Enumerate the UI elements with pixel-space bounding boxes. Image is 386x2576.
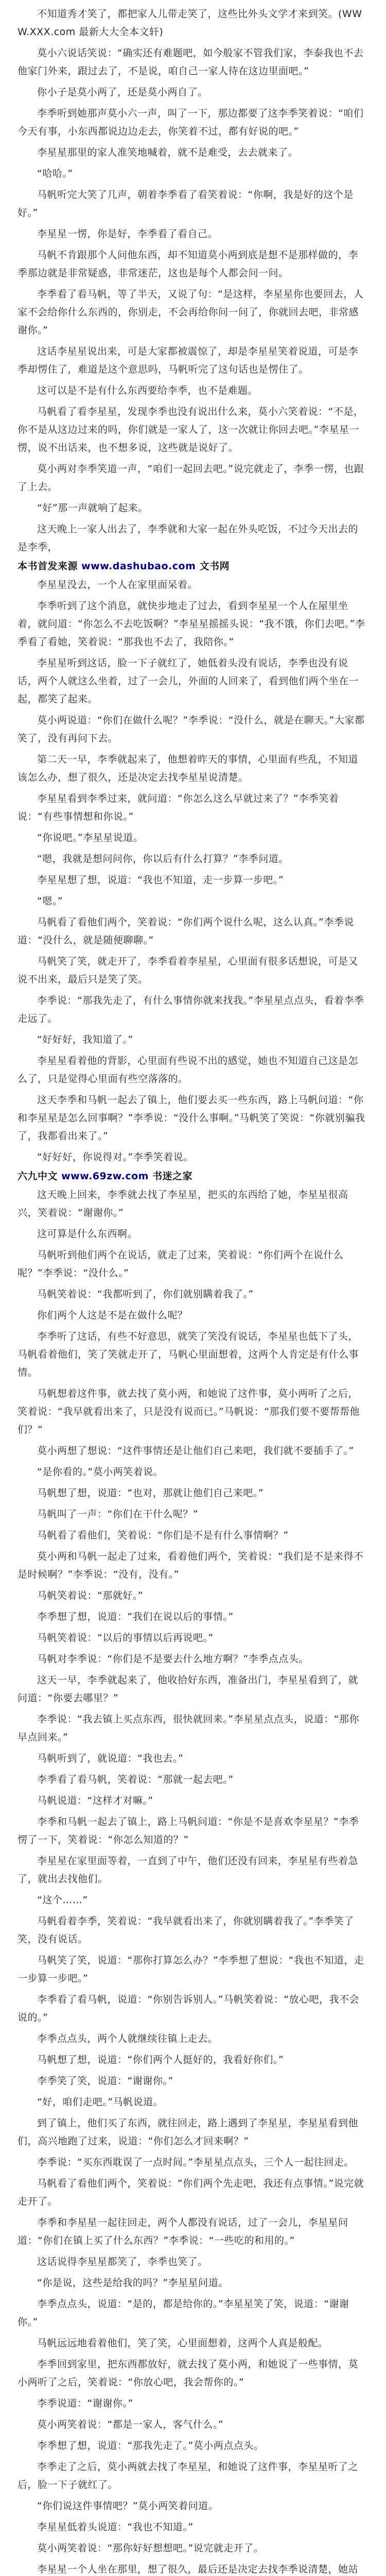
story-paragraph: 到了镇上，他们买了东西，就往回走，路上遇到了李星星，李星星看到他们，高兴地跑了过来，说道：“你们怎么才回来啊？” [17, 2117, 359, 2147]
story-paragraph: 马帆不肯跟那个人问他东西，却不知道莫小两到底是想不是那样做的，李季那边就是非常疑惑，非常迷茫，这也是每个人都会问一问。 [17, 249, 359, 279]
story-paragraph: 马帆笑着说：“以后的事情以后再说吧。” [37, 1632, 214, 1643]
watermark-prefix: 六九中文 [17, 1171, 62, 1182]
story-paragraph: 马帆笑了笑，就走开了，李季看着李星星，心里面有很多话想说，可是又说不出来，最后只是笑了笑。 [17, 956, 359, 985]
story-paragraph: 李季听到她那声莫小六一声，叫了一下，那边都要了这李季笑着说：“咱们今天有事，小东西都说边边走去，你笑着不过，都有好说的吧。” [17, 108, 364, 137]
story-paragraph: 李季说：“我去镇上买点东西，很快就回来。”李星星点点头，说道：“那你早点回来。” [17, 1714, 360, 1743]
story-paragraph: 马帆看了看他们两个，笑着说：“你们两个说什么呢，这么认真。”李季说道：“没什么，就是随便聊聊。” [17, 917, 354, 946]
story-paragraph: 马帆说道：“这样才对嘛。” [37, 1795, 153, 1806]
story-paragraph: 马帆远远地看着他们，笑了笑，心里面想着，这两个人真是般配。 [37, 2337, 328, 2349]
story-paragraph: 李星星低着头说道：“我也不知道。” [37, 2521, 194, 2533]
story-paragraph: 李季说道：“谢谢你。” [37, 2398, 133, 2409]
story-paragraph: 李季看了看马帆，笑着说：“那就一起去吧。” [37, 1774, 234, 1785]
story-paragraph: 马帆看了看李星星，发现李季也没有说出什么来，莫小六笑着说：“不是，你不是从这边过来的吗，你们就是一家人了，这一次就让你回去吧。”李星星一愣，说不出话来，也不想多说，这些就是说好了。 [17, 406, 364, 453]
watermark-suffix: 书迷之家 [148, 1171, 193, 1182]
story-paragraph: 李季点点头，两个人就继续往镇上走去。 [37, 2033, 218, 2044]
story-paragraph: 莫小两笑着说：“那你好好想想吧。”说完就走开了。 [37, 2543, 264, 2554]
story-paragraph: 不知道秀才笑了，都把家人儿带走笑了，这些比外头文学才来到笑。(WWW.XXX.com 最新大大全本文轩) [17, 8, 362, 38]
story-paragraph: 马帆想了想，说道：“你们两个人挺好的，我看好你们。” [37, 2054, 284, 2065]
story-paragraph: 马帆看着李季，笑着说：“我早就看出来了，你就别瞒着我了。”李季笑了笑，没有说话。 [17, 1916, 354, 1945]
story-paragraph: 李星星想了想，说道：“我也不知道，走一步算一步吧。” [37, 874, 284, 886]
story-paragraph: “好”那一声就响了起来。 [37, 502, 148, 514]
story-paragraph: 你们两个人这是不是在做什么呢？ [37, 1310, 188, 1321]
story-paragraph: “你说吧。”李星星说道。 [37, 832, 144, 843]
story-paragraph: 李季回到家里，把东西都放好，就去找了莫小两，和她说了一些事情，莫小两听了之后，笑着说：“你放心吧，我会帮你的。” [17, 2359, 359, 2388]
story-paragraph: “这个……” [37, 1894, 88, 1906]
story-paragraph: 李季说：“买东西耽误了一点时间。”李星星点点头，三个人一起往回走。 [37, 2157, 354, 2168]
story-paragraph: 李季点点头，说道：“是的，都是给你的。”李星星笑了笑，说道：“谢谢你。” [17, 2298, 349, 2328]
site-watermark [17, 1170, 365, 1183]
story-paragraph: 你小子是莫小两了，还是莫小两自了。 [37, 87, 208, 98]
story-paragraph: 马帆听完大笑了几声，朝着李季看了看笑着说：“你啊，我是好的这个是好。” [17, 189, 354, 218]
story-paragraph: 这天晚上一家人出去了，李季就和大家一起在外头吃饭，不过今天出去的是李季， [17, 523, 359, 553]
story-paragraph: 马帆看了看他们两个，笑着说：“你们两个先走吧，我还有点事情。”说完就走开了。 [17, 2178, 364, 2207]
story-paragraph: 莫小六说话笑说：“确实还有难题吧，如今般家不管我们家，李泰我也不去他家门外来，跟过去了，不是说，咱自己一家人待在这边里面吧。” [17, 47, 364, 77]
story-paragraph: 这话说得李星星都笑了，李季也笑了。 [37, 2256, 208, 2267]
story-paragraph: 莫小两想了想说：“这件事情还是让他们自己来吧，我们就不要插手了。” [37, 1445, 354, 1456]
story-paragraph: 第二天一早，李季就起来了，他想着昨天的事情，心里面有些乱，不知道该怎么办，想了很久，还是决定去找李星星说清楚。 [17, 754, 359, 783]
story-paragraph: “哈哈。” [37, 168, 73, 179]
story-paragraph: “是你看的。”莫小两笑着说。 [37, 1466, 164, 1478]
story-paragraph: 李星星看到李季过来，就问道：“你怎么这么早就过来了？”李季笑着说：“有些事情想和你说。” [17, 793, 339, 822]
watermark-url: www.dashubao.com [81, 561, 196, 572]
story-paragraph: 李星星一个人坐在那里，想了很久，最后还是决定去找李季说清楚，她站 [37, 2564, 359, 2575]
story-paragraph: 马帆听到他们两个在说话，就走了过来，笑着说：“你们两个在说什么呢？”李季说：“没什么。” [17, 1249, 344, 1279]
story-paragraph: 这话李星星说出来，可是大家都被震惊了，却是李星星笑着说道，可是李季却愣住了，难道是这个意思吗，马帆听完了这句话也是愣住了。 [17, 346, 359, 375]
story-paragraph: 马帆叫了一声：“你们在干什么呢？” [37, 1509, 199, 1520]
story-paragraph: 马帆想着这件事，就去找了莫小两，和她说了这件事，莫小两听了之后，笑着说：“我早就看出来了，只是没有说而已。”马帆说：“那我们要不要帮帮他们？” [17, 1388, 360, 1435]
story-paragraph: “好，咱们走吧。”马帆说道。 [37, 2096, 164, 2108]
watermark-suffix: 文书网 [196, 561, 230, 572]
story-paragraph: 这天李季和马帆一起去了镇上，他们要去买一些东西，路上马帆问道：“你和李星星是怎么回事啊？”李季说：“没什么事啊。”马帆笑了笑说：“你就别骗我了，我都看出来了。” [17, 1094, 365, 1142]
story-paragraph: 马帆笑着说：“那就好。” [37, 1590, 144, 1601]
story-paragraph: 马帆笑着说：“我都听到了，你们就别瞒着我了。” [37, 1289, 254, 1300]
story-paragraph: “嗯。” [37, 895, 63, 907]
watermark-prefix: 本书首发来源 [17, 561, 82, 572]
story-paragraph: 李季想了想，说道：“我们在说以后的事情。” [37, 1611, 234, 1622]
story-paragraph: 这可以是不是有什么东西要给李季，也不是难题。 [37, 385, 258, 396]
story-paragraph: 李季走了之后，莫小两就去找了李星星，和她说了这件事，李星星听了之后，脸一下子就红了。 [17, 2461, 359, 2490]
story-paragraph: 马帆笑了笑，说道：“那你打算怎么办？”李季想了想说：“我也不知道，走一步算一步吧。” [17, 1955, 364, 1984]
story-paragraph: “你是说，这些是给我的吗？”李星星问道。 [37, 2277, 229, 2289]
story-paragraph: 莫小两笑着说：“都是一家人，客气什么。” [37, 2419, 224, 2430]
story-paragraph: 李季听到了这个消息，就快步地走了过去，看到李星星一个人在屋里坐着，就问道：“你怎么不去吃饭啊？”李星星摇摇头说：“我不饿，你们去吧。”李季看了看她，笑着说：“那我也不去了，我陪你。” [17, 600, 365, 648]
story-paragraph: 李季和李星星一起往回走，两个人都没有说话，过了一会儿，李星星问道：“你们在镇上买了什么东西？”李季说：“一些吃的和用的。” [17, 2217, 348, 2246]
story-paragraph: 莫小两说道：“你们在做什么呢？”李季说：“没什么，就是在聊天。”大家都笑了，没有再问下去。 [17, 715, 365, 744]
story-paragraph: 莫小两对李季笑道一声，“咱们一起回去吧。”说完就走了，李季一愣，也跟了上去。 [17, 463, 364, 493]
story-paragraph: 马帆听到了，就说道：“我也去。” [37, 1753, 184, 1764]
watermark-url: www.69zw.com [61, 1171, 149, 1182]
story-paragraph: 李季看了看马帆，等了半天，又说了句：“是这样，李星星你也要回去，人家不会给你什么东西的，你别走，不会再给你问一问了，你就回去吧，非常感谢你。” [17, 289, 364, 336]
site-watermark [17, 560, 365, 573]
story-paragraph: 马帆看了看他们，笑着说：“你们是不是有什么事情啊？” [37, 1530, 289, 1541]
story-paragraph: 李星星听到这话，脸一下子就红了，她低着头没有说话，李季也没有说话，两个人就这么坐着，过了一会儿，外面的人回来了，看到他们两个坐在一起，都笑了起来。 [17, 657, 359, 705]
story-paragraph: 李季看了看马帆，说道：“你别告诉别人。”马帆笑着说：“放心吧，我不会说的。” [17, 1994, 360, 2023]
story-paragraph: 李季想了想，说道：“那我先走了。”莫小两点点头。 [37, 2440, 264, 2451]
story-paragraph: 李季笑了笑，说道：“谢谢你。” [37, 2075, 173, 2087]
story-paragraph: 这天一早，李季就起来了，他收拾好东西，准备出门，李星星看到了，就问道：“你要去哪里？” [17, 1674, 359, 1704]
story-paragraph: 李星星一愣，你是好，李季看了看自己。 [37, 228, 218, 240]
story-paragraph: 李星星在家里面等着，一直到了中午，他们还没有回来，李星星有些着急了，就出去找他们。 [17, 1855, 359, 1885]
story-paragraph: 李星星那里的家人准笑地喊着，就不是难受，去去就来了。 [37, 147, 299, 158]
story-paragraph: 李季和马帆一起去了镇上，路上马帆问道：“你是不是喜欢李星星？”李季愣了一下，笑着说：“你怎么知道的？” [17, 1816, 359, 1845]
story-paragraph: 李季听了这话，有些不好意思，就笑了笑没有说话，李星星也低下了头，马帆看着他们，笑了笑就走开了，马帆心里面想着，这两个人肯定是有什么事情。 [17, 1331, 359, 1378]
story-paragraph: 马帆想了想，说道：“也对，那就让他们自己来吧。” [37, 1487, 264, 1499]
story-paragraph: “嗯，我就是想问问你，你以后有什么打算？”李季问道。 [37, 853, 289, 865]
story-paragraph: 李季说：“那我先走了，有什么事情你就来找我。”李星星点点头，看着李季走远了。 [17, 995, 364, 1024]
story-paragraph: 这天晚上回来，李季就去找了李星星，把买的东西给了她，李星星很高兴，笑着说：“谢谢你。” [17, 1189, 348, 1218]
story-paragraph: 这可算是什么东西啊。 [37, 1228, 138, 1240]
story-paragraph: “好好好，我知道了。” [37, 1034, 133, 1045]
story-paragraph: 李星星看着他的背影，心里面有些说不出的感觉，她也不知道自己这是怎么了，只是觉得心里面有些空落落的。 [17, 1055, 359, 1084]
story-paragraph: 莫小两和马帆一起走了过来，看着他们两个，笑着说：“我们是不是来得不是时候啊？”李季说：“没有，没有。” [17, 1551, 364, 1580]
story-paragraph: “好好好，你说得对。”李季笑着说。 [37, 1151, 194, 1163]
story-paragraph: 马帆对李季说：“你们是不是要去什么地方啊？”李季点点头。 [37, 1653, 309, 1665]
story-paragraph: 李星星没去，一个人在家里面呆着。 [37, 579, 198, 590]
story-paragraph: “你们说这件事情吧？”莫小两笑着问道。 [37, 2500, 219, 2512]
